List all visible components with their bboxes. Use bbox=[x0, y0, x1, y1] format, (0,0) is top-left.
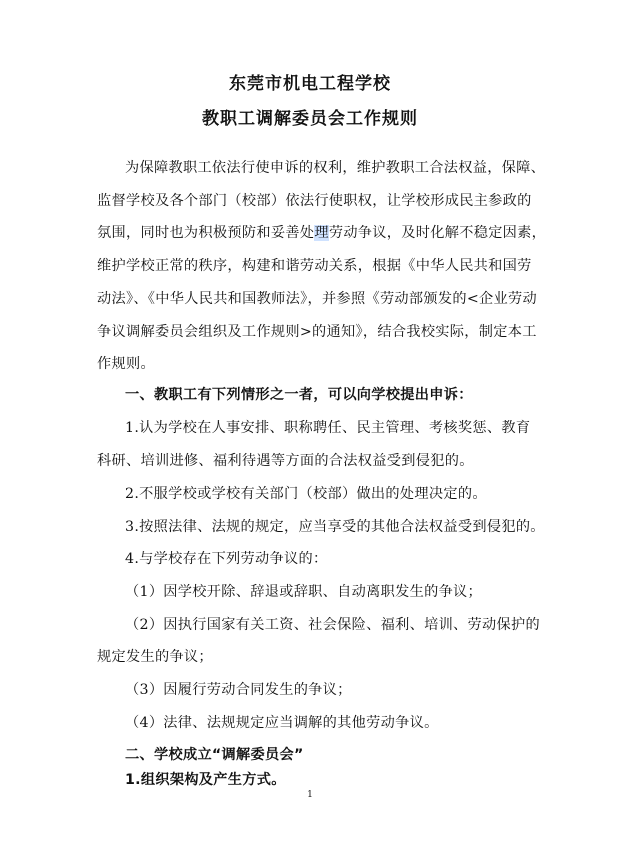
intro-line-5: 动法》、《中华人民共和国教师法》，并参照《劳动部颁发的<企业劳动 bbox=[97, 291, 538, 307]
item-1-line-2: 科研、培训进修、福利待遇等方面的合法权益受到侵犯的。 bbox=[97, 453, 474, 469]
document-title: 教职工调解委员会工作规则 bbox=[202, 109, 418, 129]
sub-item-2-line-2: 规定发生的争议； bbox=[97, 649, 213, 665]
section-2-heading: 二、学校成立“调解委员会” bbox=[125, 747, 304, 763]
sub-item-4: （4）法律、法规规定应当调解的其他劳动争议。 bbox=[125, 715, 439, 731]
intro-line-6: 争议调解委员会组织及工作规则>的通知》，结合我校实际，制定本工 bbox=[97, 324, 537, 340]
section-1-heading: 一、教职工有下列情形之一者，可以向学校提出申诉： bbox=[125, 387, 473, 403]
intro-line-2: 监督学校及各个部门（校部）依法行使职权，让学校形成民主参政的 bbox=[97, 193, 532, 209]
page-number: 1 bbox=[307, 790, 313, 800]
selected-text[interactable]: 理 bbox=[314, 225, 329, 241]
intro-line-7: 作规则。 bbox=[97, 356, 155, 372]
item-2: 2.不服学校或学校有关部门（校部）做出的处理决定的。 bbox=[125, 486, 487, 502]
intro-line-4: 维护学校正常的秩序，构建和谐劳动关系，根据《中华人民共和国劳 bbox=[97, 258, 532, 274]
intro-line-3b: 劳动争议，及时化解不稳定因素， bbox=[328, 225, 547, 241]
sub-item-2-line-1: （2）因执行国家有关工资、社会保险、福利、培训、劳动保护的 bbox=[125, 617, 540, 633]
section-2-sub-1: 1.组织架构及产生方式。 bbox=[125, 772, 286, 788]
sub-item-1: （1）因学校开除、辞退或辞职、自动离职发生的争议； bbox=[125, 584, 483, 600]
intro-line-3a: 氛围，同时也为积极预防和妥善处 bbox=[97, 225, 315, 241]
intro-line-1: 为保障教职工依法行使申诉的权利，维护教职工合法权益，保障、 bbox=[125, 160, 546, 176]
school-title: 东莞市机电工程学校 bbox=[229, 74, 391, 94]
sub-item-3: （3）因履行劳动合同发生的争议； bbox=[125, 682, 352, 698]
intro-line-3 bbox=[97, 223, 547, 243]
item-1-line-1: 1.认为学校在人事安排、职称聘任、民主管理、考核奖惩、教育 bbox=[125, 420, 531, 436]
item-3: 3.按照法律、法规的规定，应当享受的其他合法权益受到侵犯的。 bbox=[125, 519, 545, 535]
item-4: 4.与学校存在下列劳动争议的： bbox=[125, 551, 328, 567]
